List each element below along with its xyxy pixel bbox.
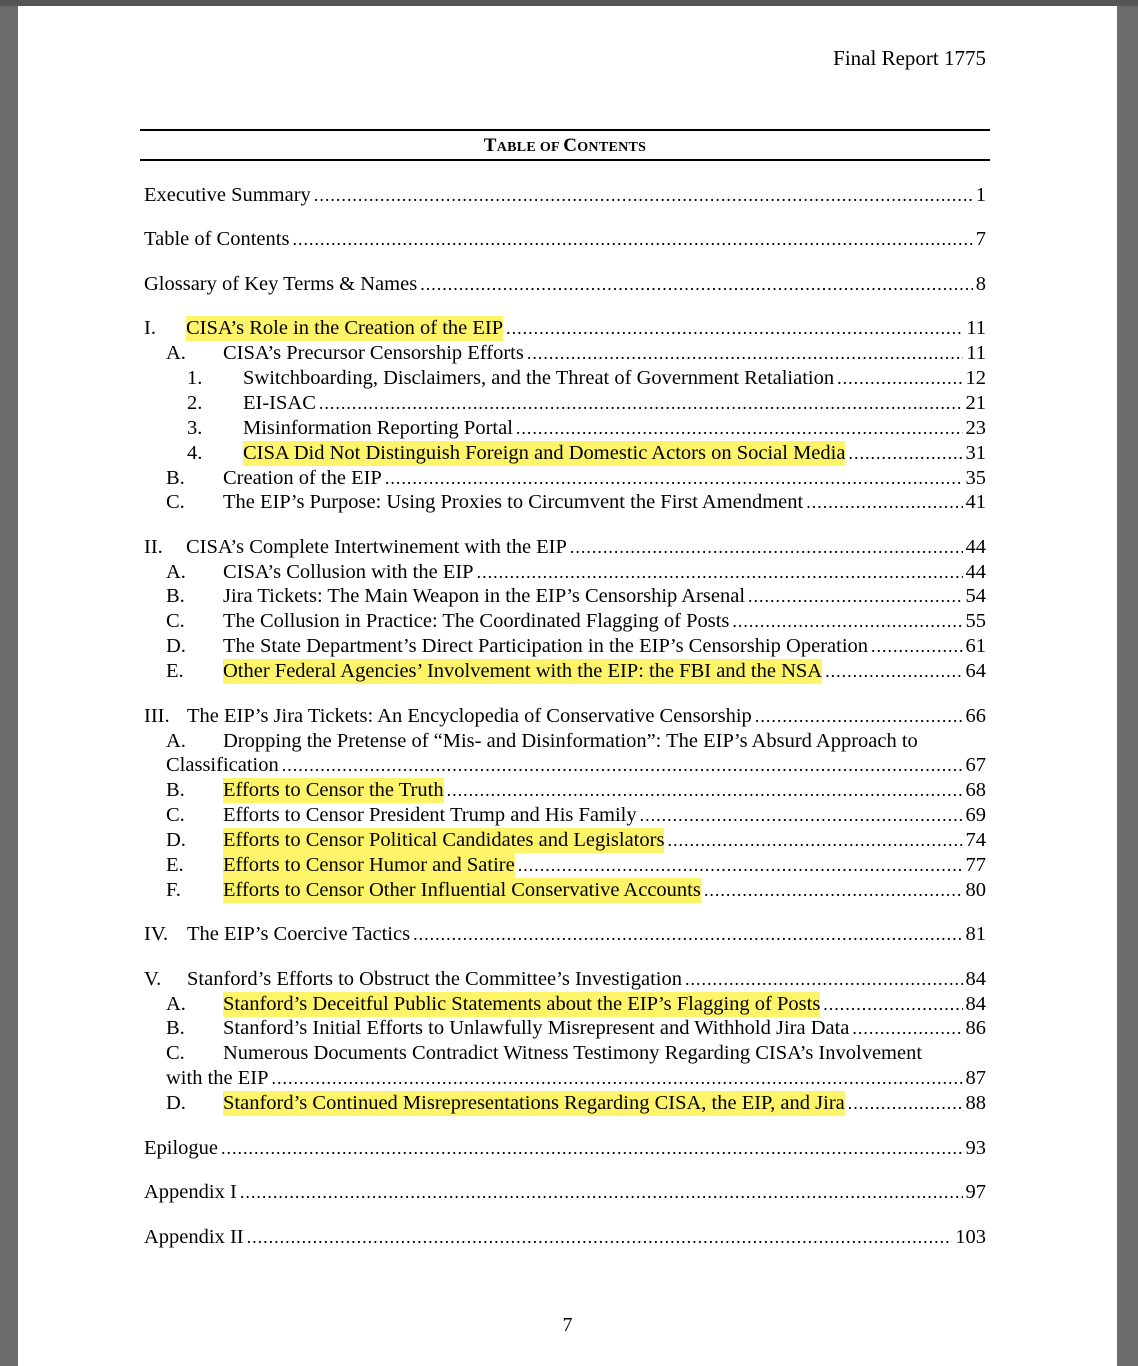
toc-entry-label: Dropping the Pretense of “Mis- and Disinformation”: The EIP’s Absurd Approach to [223, 730, 918, 752]
toc-leader-dots [292, 227, 972, 252]
toc-entry-number: 4. [187, 442, 203, 464]
toc-leader-dots [420, 272, 973, 297]
toc-entry-page: 66 [965, 705, 986, 727]
toc-entry-number: C. [166, 491, 185, 513]
toc-entry[interactable] [166, 609, 986, 634]
toc-entry-label: CISA’s Role in the Creation of the EIP [186, 317, 504, 339]
toc-entry-page: 88 [965, 1092, 986, 1114]
toc-entry[interactable] [144, 183, 986, 208]
toc-entry[interactable] [166, 853, 986, 878]
toc-leader-dots [852, 1016, 962, 1041]
toc-entry[interactable] [166, 634, 986, 659]
toc-entry-label: The EIP’s Purpose: Using Proxies to Circumvent the First Amendment [223, 491, 804, 513]
toc-entry-label: Appendix I [144, 1181, 237, 1203]
toc-entry-label: Appendix II [144, 1226, 244, 1248]
toc-entry-number: 2. [187, 392, 203, 414]
toc-entry-label: Creation of the EIP [223, 467, 382, 489]
toc-leader-dots [413, 922, 962, 947]
toc-entry-number: B. [166, 467, 185, 489]
toc-entry-page: 8 [975, 273, 986, 295]
toc-entry-label: CISA’s Precursor Censorship Efforts [223, 342, 524, 364]
toc-entry-label: Efforts to Censor the Truth [223, 779, 444, 801]
toc-entry-number: C. [166, 804, 185, 826]
toc-leader-dots [221, 1136, 962, 1161]
toc-entry-label: The Collusion in Practice: The Coordinated Flagging of Posts [223, 610, 730, 632]
toc-entry[interactable] [166, 341, 986, 366]
toc-leader-dots [667, 828, 962, 853]
toc-leader-dots [319, 391, 963, 416]
toc-entry-number: 3. [187, 417, 203, 439]
toc-leader-dots [704, 878, 963, 903]
toc-entry[interactable] [144, 227, 986, 252]
toc-entry[interactable] [166, 878, 986, 903]
running-header: Final Report 1775 [833, 46, 986, 70]
toc-entry-label: The EIP’s Jira Tickets: An Encyclopedia of Conservative Censorship [187, 705, 752, 727]
toc-entry-page: 87 [965, 1067, 986, 1089]
toc-entry-page: 97 [965, 1181, 986, 1203]
toc-title-ontents: ONTENTS [577, 140, 647, 155]
toc-entry-page: 81 [965, 923, 986, 945]
toc-entry-label: Stanford’s Efforts to Obstruct the Committee’s Investigation [187, 968, 682, 990]
toc-entry-label: Classification [166, 754, 279, 776]
toc-leader-dots [640, 803, 963, 828]
toc-entry[interactable] [166, 1041, 986, 1066]
toc-entry-label: The EIP’s Coercive Tactics [187, 923, 411, 945]
toc-entry[interactable] [187, 366, 986, 391]
toc-entry-label: Table of Contents [144, 228, 290, 250]
toc-entry[interactable] [166, 490, 986, 515]
toc-entry-number: D. [166, 635, 186, 657]
toc-leader-dots [518, 853, 963, 878]
toc-entry-label: CISA Did Not Distinguish Foreign and Domestic Actors on Social Media [243, 442, 846, 464]
toc-entry-page: 93 [965, 1137, 986, 1159]
toc-entry-label: Stanford’s Initial Efforts to Unlawfully Misrepresent and Withhold Jira Data [223, 1017, 850, 1039]
toc-entry-number: B. [166, 1017, 185, 1039]
toc-entry-number: D. [166, 1092, 186, 1114]
toc-title-able-of: ABLE OF [496, 140, 564, 155]
toc-entry-page: 44 [965, 536, 986, 558]
toc-entry[interactable] [187, 416, 986, 441]
toc-entry[interactable] [144, 1136, 986, 1161]
toc-entry[interactable] [166, 729, 986, 754]
toc-entry-page: 41 [965, 491, 986, 513]
toc-entry[interactable] [166, 828, 986, 853]
toc-entry-label: Switchboarding, Disclaimers, and the Threat of Government Retaliation [243, 367, 835, 389]
toc-leader-dots [516, 416, 963, 441]
toc-entry-number: C. [166, 1042, 185, 1064]
toc-entry[interactable] [144, 922, 986, 947]
toc-entry-page: 12 [965, 367, 986, 389]
toc-entry[interactable] [166, 466, 986, 491]
toc-leader-dots [755, 704, 963, 729]
toc-leader-dots [871, 634, 962, 659]
toc-entry[interactable] [166, 803, 986, 828]
toc-entry[interactable] [144, 1180, 986, 1205]
toc-entry[interactable] [166, 1091, 986, 1116]
toc-entry-number: I. [144, 317, 156, 339]
toc-entry[interactable] [144, 316, 986, 341]
toc-leader-dots [848, 441, 962, 466]
toc-entry-number: III. [144, 705, 170, 727]
toc-entry-page: 21 [965, 392, 986, 414]
toc-leader-dots [685, 967, 963, 992]
toc-entry-label: Efforts to Censor Other Influential Conservative Accounts [223, 879, 701, 901]
toc-entry[interactable] [166, 778, 986, 803]
toc-entry[interactable] [187, 441, 986, 466]
toc-entry[interactable] [166, 1016, 986, 1041]
toc-title-c: C [563, 135, 578, 156]
toc-entry-number: B. [166, 779, 185, 801]
toc-entry-label: CISA’s Collusion with the EIP [223, 561, 474, 583]
toc-leader-dots [823, 992, 962, 1017]
toc-entry-page: 1 [975, 184, 986, 206]
toc-entry[interactable] [144, 272, 986, 297]
toc-entry-number: F. [166, 879, 181, 901]
toc-leader-dots [848, 1091, 963, 1116]
toc-leader-dots [447, 778, 963, 803]
toc-entry-page: 84 [965, 968, 986, 990]
toc-entry-page: 11 [966, 317, 986, 339]
toc-leader-dots [806, 490, 962, 515]
toc-entry[interactable] [166, 992, 986, 1017]
toc-title [140, 135, 990, 157]
toc-entry-page: 103 [955, 1226, 986, 1248]
toc-entry-page: 77 [965, 854, 986, 876]
toc-entry[interactable] [144, 704, 986, 729]
toc-entry-number: A. [166, 561, 186, 583]
toc-entry-label: CISA’s Complete Intertwinement with the EIP [186, 536, 567, 558]
toc-entry-label: Other Federal Agencies’ Involvement with the EIP: the FBI and the NSA [223, 660, 823, 682]
toc-leader-dots [570, 535, 963, 560]
toc-entry-page: 74 [965, 829, 986, 851]
toc-entry-number: E. [166, 660, 184, 682]
toc-entry-page: 80 [965, 879, 986, 901]
toc-entry-label: Efforts to Censor Humor and Satire [223, 854, 515, 876]
toc-entry-number: C. [166, 610, 185, 632]
toc-entry-number: A. [166, 993, 186, 1015]
toc-entry-label: EI-ISAC [243, 392, 316, 414]
toc-entry[interactable] [166, 753, 986, 778]
toc-entry-number: IV. [144, 923, 169, 945]
toc-leader-dots [527, 341, 963, 366]
toc-entry-number: A. [166, 342, 186, 364]
toc-entry-label: Efforts to Censor Political Candidates and Legislators [223, 829, 665, 851]
toc-entry-number: D. [166, 829, 186, 851]
toc-entry[interactable] [144, 967, 986, 992]
title-rule-bottom [140, 159, 990, 161]
toc-leader-dots [247, 1225, 953, 1250]
toc-entry[interactable] [166, 560, 986, 585]
toc-entry-page: 11 [966, 342, 986, 364]
toc-entry[interactable] [166, 659, 986, 684]
toc-entry[interactable] [166, 584, 986, 609]
toc-entry-number: A. [166, 730, 186, 752]
toc-entry-page: 54 [965, 585, 986, 607]
toc-entry[interactable] [144, 535, 986, 560]
toc-entry-page: 68 [965, 779, 986, 801]
toc-entry-page: 31 [965, 442, 986, 464]
toc-entry-page: 55 [965, 610, 986, 632]
toc-entry-label: Glossary of Key Terms & Names [144, 273, 418, 295]
document-page [18, 6, 1117, 1366]
toc-entry[interactable] [166, 1066, 986, 1091]
toc-entry[interactable] [187, 391, 986, 416]
toc-leader-dots [272, 1066, 963, 1091]
toc-leader-dots [240, 1180, 963, 1205]
toc-entry[interactable] [144, 1225, 986, 1250]
toc-entry-page: 67 [965, 754, 986, 776]
toc-entry-number: E. [166, 854, 184, 876]
toc-entry-label: Misinformation Reporting Portal [243, 417, 513, 439]
toc-title-t: T [483, 135, 497, 156]
toc-entry-label: Efforts to Censor President Trump and His Family [223, 804, 637, 826]
toc-entry-label: Jira Tickets: The Main Weapon in the EIP’s Censorship Arsenal [223, 585, 746, 607]
toc-leader-dots [748, 584, 962, 609]
toc-entry-label: Epilogue [144, 1137, 219, 1159]
toc-entry-page: 64 [965, 660, 986, 682]
toc-entry-page: 61 [965, 635, 986, 657]
toc-entry-label: with the EIP [166, 1067, 269, 1089]
toc-entry-number: II. [144, 536, 163, 558]
toc-entry-page: 44 [965, 561, 986, 583]
toc-entry-page: 35 [965, 467, 986, 489]
title-rule-top [140, 129, 990, 131]
toc-entry-page: 7 [975, 228, 986, 250]
toc-leader-dots [837, 366, 962, 391]
toc-leader-dots [314, 183, 973, 208]
toc-entry-page: 69 [965, 804, 986, 826]
toc-entry-label: Executive Summary [144, 184, 311, 206]
toc-leader-dots [506, 316, 963, 341]
page-number: 7 [562, 1314, 573, 1336]
toc-entry-label: Numerous Documents Contradict Witness Testimony Regarding CISA’s Involvement [223, 1042, 923, 1064]
toc-entry-label: Stanford’s Continued Misrepresentations Regarding CISA, the EIP, and Jira [223, 1092, 845, 1114]
toc-entry-page: 23 [965, 417, 986, 439]
toc-entry-page: 86 [965, 1017, 986, 1039]
toc-leader-dots [825, 659, 962, 684]
toc-entry-label: The State Department’s Direct Participation in the EIP’s Censorship Operation [223, 635, 869, 657]
toc-leader-dots [477, 560, 963, 585]
toc-entry-label: Stanford’s Deceitful Public Statements about the EIP’s Flagging of Posts [223, 993, 821, 1015]
toc-entry-number: B. [166, 585, 185, 607]
toc-leader-dots [385, 466, 963, 491]
toc-leader-dots [732, 609, 962, 634]
toc-entry-number: 1. [187, 367, 203, 389]
toc-entry-page: 84 [965, 993, 986, 1015]
toc-entry-number: V. [144, 968, 162, 990]
toc-leader-dots [282, 753, 963, 778]
